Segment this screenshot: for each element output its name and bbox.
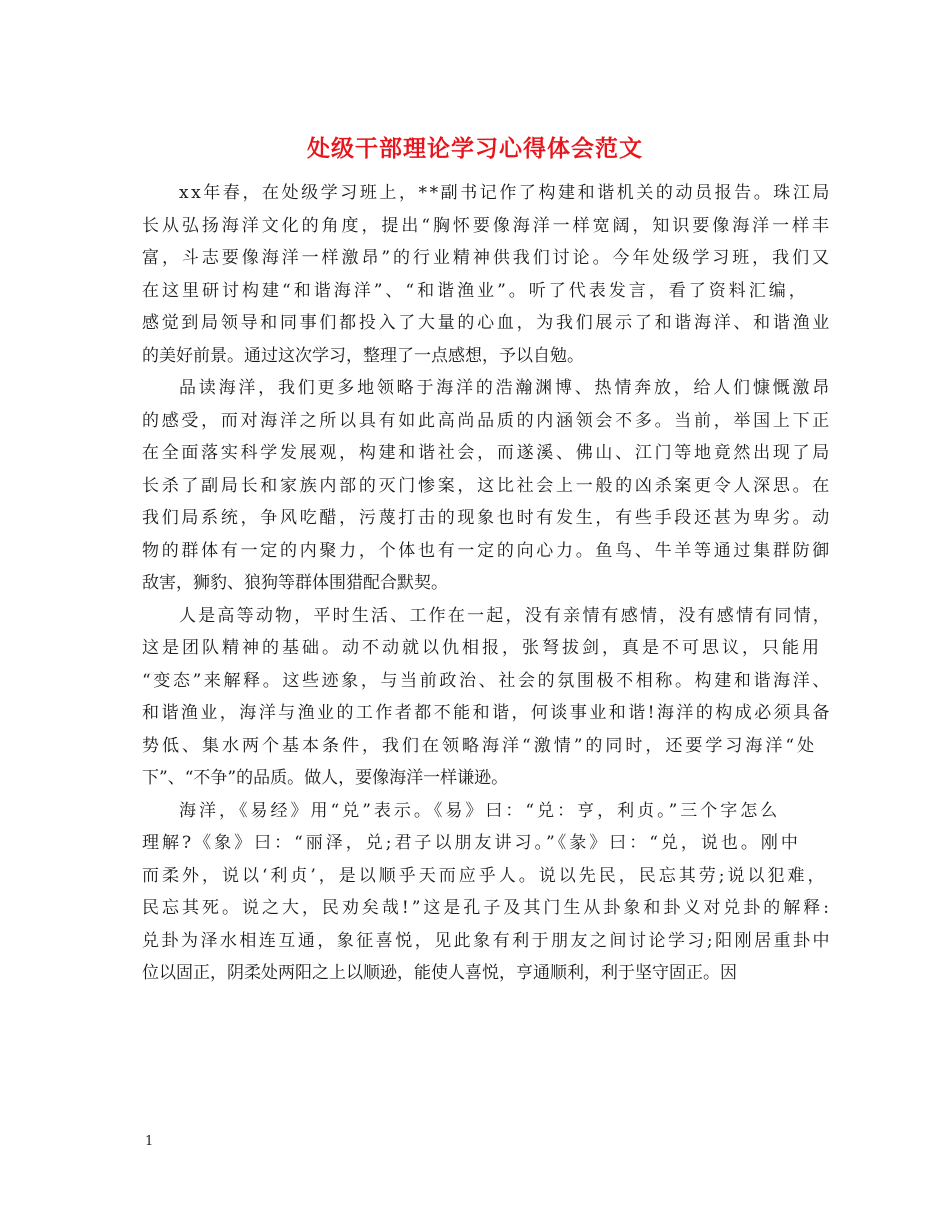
text-line: 富，斗志要像海洋一样激昂”的行业精神供我们讨论。今年处级学习班，我们又 bbox=[142, 248, 832, 268]
text-line: 敌害，狮豹、狼狗等群体围猎配合默契。 bbox=[142, 573, 448, 593]
document-title: 处级干部理论学习心得体会范文 bbox=[307, 135, 643, 162]
text-line: 长从弘扬海洋文化的角度，提出“胸怀要像海洋一样宽阔，知识要像海洋一样丰 bbox=[142, 215, 832, 236]
page-number: 1 bbox=[145, 1134, 154, 1149]
text-line: 位以固正，阴柔处两阳之上以顺逊，能使人喜悦，亨通顺利，利于坚守固正。因 bbox=[142, 963, 737, 983]
text-line: 的感受，而对海洋之所以具有如此高尚品质的内涵领会不多。当前，举国上下正 bbox=[142, 410, 832, 431]
text-line: 海洋，《易经》用“兑”表示。《易》曰：“兑：亨，利贞。”三个字怎么 bbox=[179, 800, 781, 821]
text-line: 兑卦为泽水相连互通，象征喜悦，见此象有利于朋友之间讨论学习;阳刚居重卦中 bbox=[142, 930, 832, 951]
text-line: 感觉到局领导和同事们都投入了大量的心血，为我们展示了和谐海洋、和谐渔业 bbox=[142, 313, 832, 333]
text-line: 长杀了副局长和家族内部的灭门惨案，这比社会上一般的凶杀案更令人深思。在 bbox=[142, 475, 832, 496]
text-line: 物的群体有一定的内聚力，个体也有一定的向心力。鱼鸟、牛羊等通过集群防御 bbox=[142, 540, 832, 561]
text-line: 的美好前景。通过这次学习，整理了一点感想，予以自勉。 bbox=[142, 345, 584, 366]
text-line: 我们局系统，争风吃醋，污蔑打击的现象也时有发生，有些手段还甚为卑劣。动 bbox=[142, 508, 832, 528]
text-line: 而柔外，说以‘利贞’，是以顺乎天而应乎人。说以先民，民忘其劳;说以犯难， bbox=[142, 865, 828, 886]
document-body bbox=[142, 177, 832, 990]
text-line: 下”、“不争”的品质。做人，要像海洋一样谦逊。 bbox=[142, 768, 509, 788]
text-line: 理解?《象》曰：“丽泽，兑;君子以朋友讲习。”《彖》曰：“兑，说也。刚中 bbox=[142, 833, 801, 853]
text-line: 在这里研讨构建“和谐海洋”、“和谐渔业”。听了代表发言，看了资料汇编， bbox=[142, 280, 809, 301]
text-line: 这是团队精神的基础。动不动就以仇相报，张弩拔剑，真是不可思议，只能用 bbox=[142, 638, 822, 658]
text-line: “变态”来解释。这些迹象，与当前政治、社会的氛围极不相称。构建和谐海洋、 bbox=[142, 670, 832, 691]
text-line: 民忘其死。说之大，民劝矣哉!”这是孔子及其门生从卦象和卦义对兑卦的解释: bbox=[142, 898, 832, 918]
text-line: xx年春，在处级学习班上，**副书记作了构建和谐机关的动员报告。珠江局 bbox=[179, 183, 832, 203]
text-line: 势低、集水两个基本条件，我们在领略海洋“激情”的同时，还要学习海洋“处 bbox=[142, 735, 818, 756]
text-line: 人是高等动物，平时生活、工作在一起，没有亲情有感情，没有感情有同情， bbox=[179, 605, 832, 626]
text-line: 在全面落实科学发展观，构建和谐社会，而遂溪、佛山、江门等地竟然出现了局 bbox=[142, 443, 832, 463]
text-line: 品读海洋，我们更多地领略于海洋的浩瀚渊博、热情奔放，给人们慷慨激昂 bbox=[179, 378, 832, 398]
text-line: 和谐渔业，海洋与渔业的工作者都不能和谐，何谈事业和谐!海洋的构成必须具备 bbox=[142, 703, 832, 723]
